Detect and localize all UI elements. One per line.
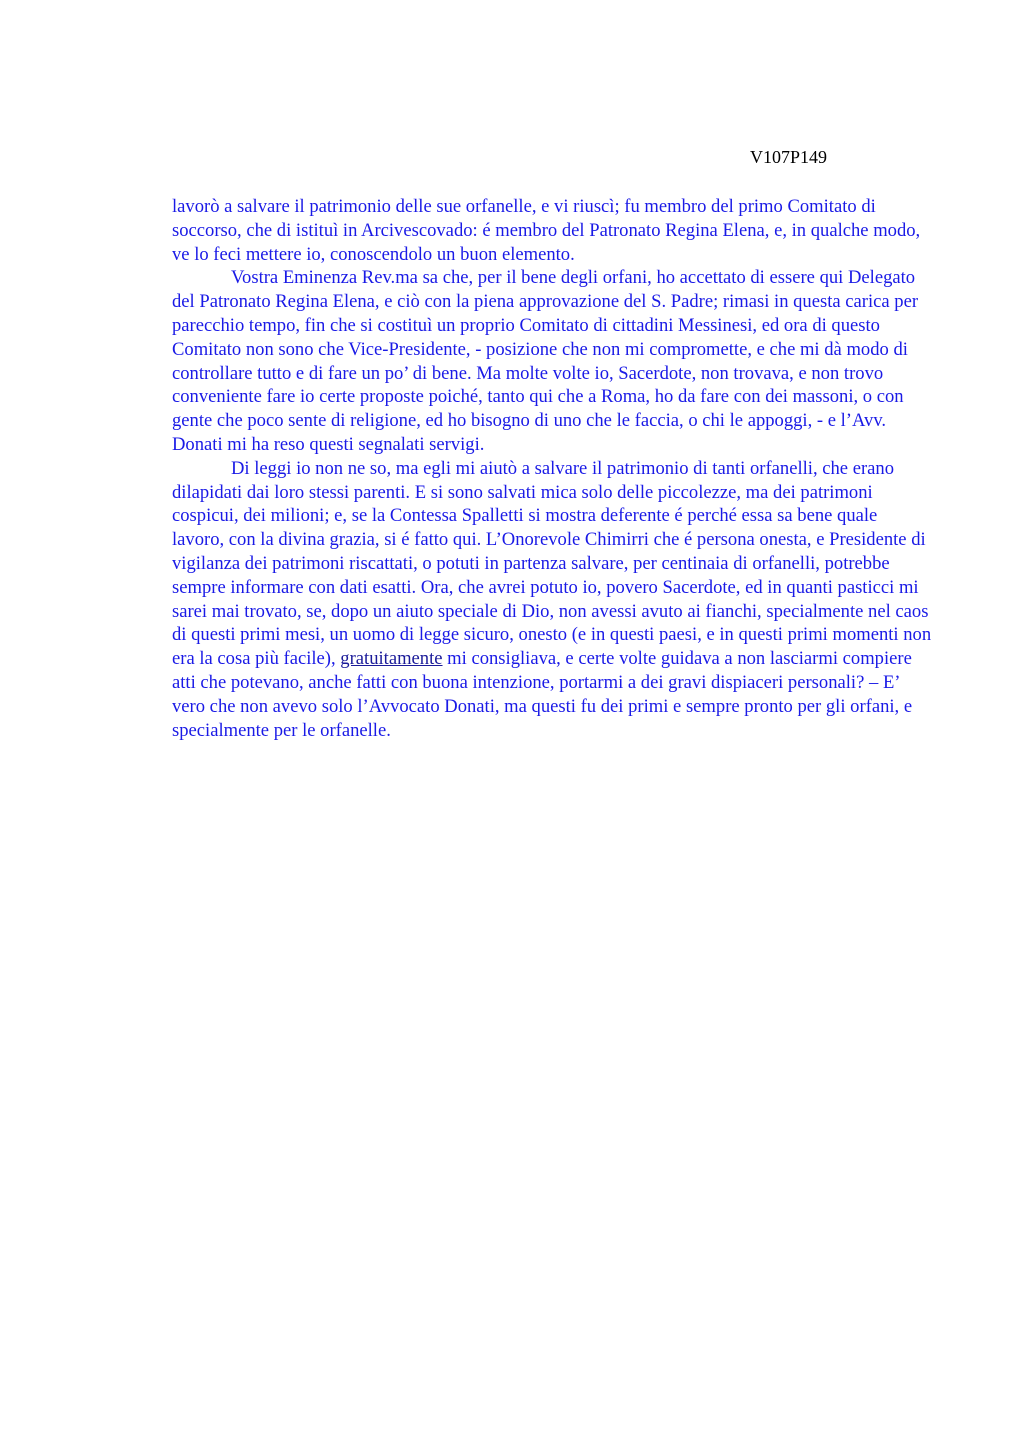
page-reference: V107P149 [750, 147, 828, 167]
paragraph-3-text-after: mi consigliava, e certe volte guidava a non lasciarmi compiere atti che potevano, anche fatti con buona intenzione, portarmi a dei gravi dispiaceri personali? – E’ vero che non avevo solo l’Avvocato Donati, ma questi fu dei primi e sempre pronto per gli orfani, e specialmente per le orfanelle. [172, 648, 913, 741]
underlined-word: gratuitamente [340, 648, 443, 670]
paragraph-3-text-before: Di leggi io non ne so, ma egli mi aiutò a salvare il patrimonio di tanti orfanelli, che erano dilapidati dai loro stessi parenti. E si sono salvati mica solo delle piccolezze, ma dei patrimoni cospicui, dei milioni; e, se la Contessa Spalletti si mostra deferente é perché essa sa bene quale lavoro, con la divina grazia, si é fatto qui. L’Onorevole Chimirri che é persona onesta, e Presidente di vigilanza dei patrimoni riscattati, o potuti in partenza salvare, per centinaia di orfanelli, potrebbe sempre informare con dati esatti. Ora, che avrei potuto io, povero Sacerdote, ed in quanti pasticci mi sarei mai trovato, se, dopo un aiuto speciale di Dio, non avessi avuto ai fianchi, specialmente nel caos di questi primi mesi, un uomo di legge sicuro, onesto (e in questi paesi, e in questi primi momenti non era la cosa più facile), [172, 457, 932, 670]
letter-body [172, 195, 932, 742]
paragraph-2: Vostra Eminenza Rev.ma sa che, per il bene degli orfani, ho accettato di essere qui Delegato del Patronato Regina Elena, e ciò con la piena approvazione del S. Padre; rimasi in questa carica per parecchio tempo, fin che si costituì un proprio Comitato di cittadini Messinesi, ed ora di questo Comitato non sono che Vice-Presidente, - posizione che non mi compromette, e che mi dà modo di controllare tutto e di fare un po’ di bene. Ma molte volte io, Sacerdote, non trovava, e non trovo conveniente fare io certe proposte poiché, tanto qui che a Roma, ho da fare con dei massoni, o con gente che poco sente di religione, ed ho bisogno di uno che le faccia, o chi le appoggi, - e l’Avv. Donati mi ha reso questi segnalati servigi. [172, 267, 919, 455]
paragraph-1: lavorò a salvare il patrimonio delle sue orfanelle, e vi riuscì; fu membro del primo Comitato di soccorso, che di istituì in Arcivescovado: é membro del Patronato Regina Elena, e, in qualche modo, ve lo feci mettere io, conoscendolo un buon elemento. [172, 196, 921, 265]
paragraph-3 [172, 457, 932, 743]
